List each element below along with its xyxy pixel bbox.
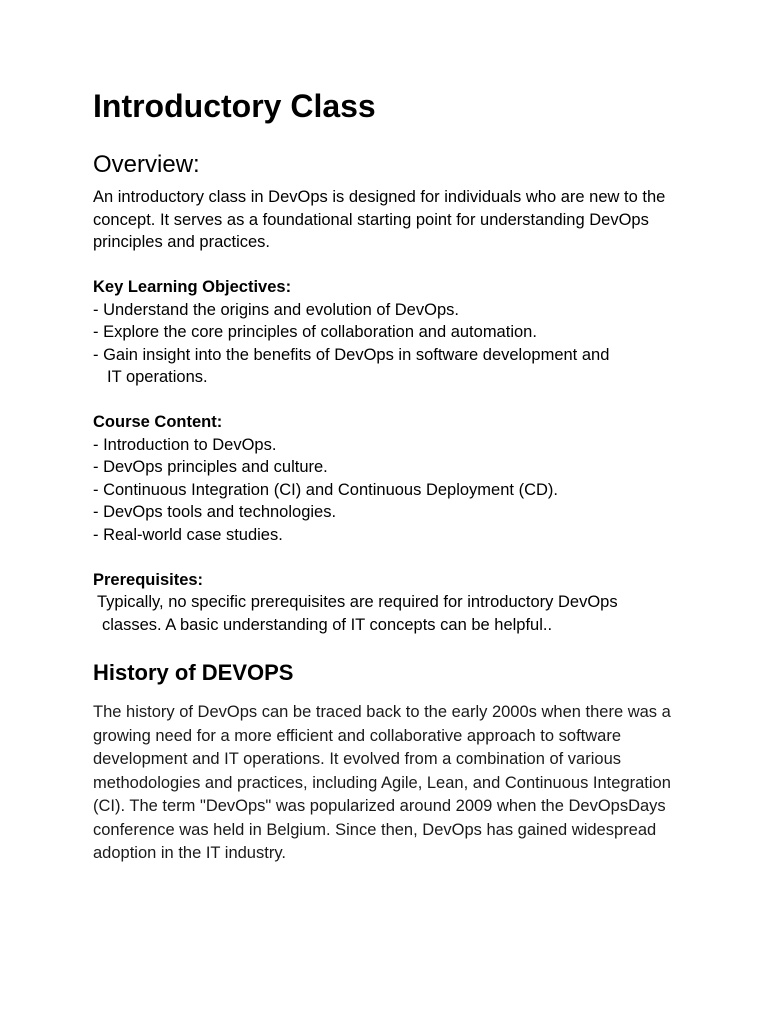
course-content-item: - DevOps principles and culture. — [93, 458, 328, 476]
overview-paragraph: An introductory class in DevOps is designed for individuals who are new to the concept. It serves as a foundational starting point for understanding DevOps principles and practices. — [93, 188, 666, 251]
history-heading: History of DEVOPS — [93, 660, 294, 685]
objective-item-continuation: IT operations. — [107, 368, 208, 386]
course-content-label: Course Content: — [93, 413, 223, 431]
prerequisites-label: Prerequisites: — [93, 570, 204, 589]
overview-heading: Overview: — [93, 151, 200, 178]
prerequisites-line: classes. A basic understanding of IT concepts can be helpful.. — [102, 615, 553, 634]
course-content-item: - DevOps tools and technologies. — [93, 503, 337, 521]
course-content-item: - Real-world case studies. — [93, 525, 283, 544]
course-content-item: - Introduction to DevOps. — [93, 435, 277, 454]
document-content — [93, 84, 683, 866]
objective-item: - Explore the core principles of collaboration and automation. — [93, 323, 537, 341]
prerequisites-section — [93, 569, 683, 637]
page-title: Introductory Class — [93, 88, 376, 124]
objectives-section — [93, 276, 683, 389]
objective-item: - Gain insight into the benefits of DevOps in software development and — [93, 345, 610, 364]
objective-item: - Understand the origins and evolution of DevOps. — [93, 300, 459, 319]
objectives-label: Key Learning Objectives: — [93, 278, 292, 296]
course-content-section — [93, 411, 683, 546]
history-paragraph: The history of DevOps can be traced back to the early 2000s when there was a growing need for a more efficient and collaborative approach to software development and IT operations. It evolved from a combination of various methodologies and practices, including Agile, Lean, and Continuous Integration (CI). The term "DevOps" was popularized around 2009 when the DevOpsDays conference was held in Belgium. Since then, DevOps has gained widespread adoption in the IT industry. — [93, 703, 671, 862]
prerequisites-line: Typically, no specific prerequisites are required for introductory DevOps — [97, 593, 618, 611]
course-content-item: - Continuous Integration (CI) and Continuous Deployment (CD). — [93, 480, 558, 499]
